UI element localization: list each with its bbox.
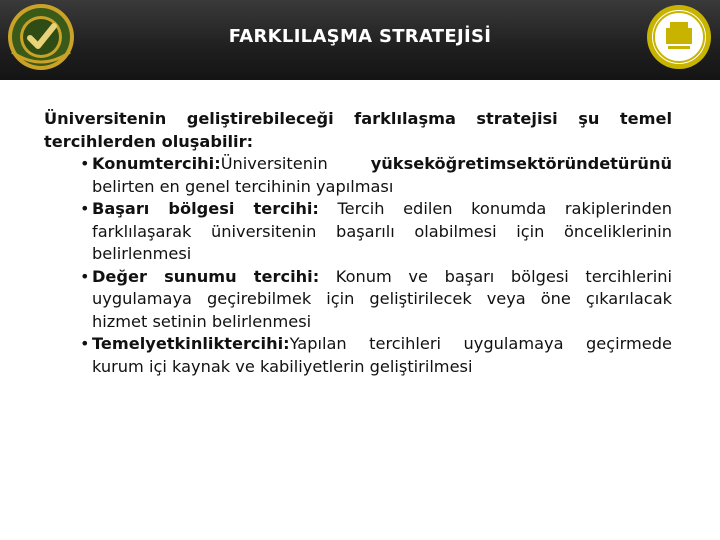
bullet-dot-icon: • [80, 334, 90, 353]
page-title: FARKLILAŞMA STRATEJİSİ [228, 26, 492, 47]
bullet-bold-text: yükseköğretimsektöründetürünü [370, 154, 672, 173]
bullet-term: Değer sunumu tercihi: [92, 266, 320, 286]
bullet-text: Yapılan tercihleri uygulamaya geçirmede kurum içi kaynak ve kabiliyetlerin geliştirilmesi [92, 334, 672, 376]
bullet-text: Konum ve başarı bölgesi tercihlerini uygulamaya geçirebilmek için geliştirilecek veya öne çıkarılacak hizmet setinin belirlenmesi [92, 266, 673, 331]
bullet-list [44, 153, 672, 378]
intro-paragraph: Üniversitenin geliştirebileceği farklılaşma stratejisi şu temel tercihlerden oluşabilir: [44, 109, 672, 151]
header-bar [0, 0, 720, 80]
bullet-dot-icon: • [80, 266, 90, 286]
bullet-term: Başarı bölgesi tercihi: [92, 199, 319, 218]
bullet-item-temel [44, 333, 672, 378]
bullet-item-basari [44, 198, 672, 266]
bullet-term: Temelyetkinliktercihi: [92, 334, 290, 353]
bullet-text-cont: belirten en genel tercihinin yapılması [92, 176, 394, 196]
university-seal-logo-icon [646, 4, 712, 70]
bullet-text: Üniversitenin [220, 154, 371, 173]
content-body [44, 108, 672, 378]
bullet-item-deger [44, 266, 672, 334]
bullet-dot-icon: • [80, 199, 90, 218]
bullet-item-konum [44, 153, 672, 198]
bullet-text: Tercih edilen konumda rakiplerinden farklılaşarak üniversitenin başarılı olabilmesi için önceliklerinin belirlenmesi [92, 199, 672, 263]
bullet-dot-icon: • [80, 154, 90, 173]
bullet-term: Konumtercihi: [92, 154, 221, 173]
